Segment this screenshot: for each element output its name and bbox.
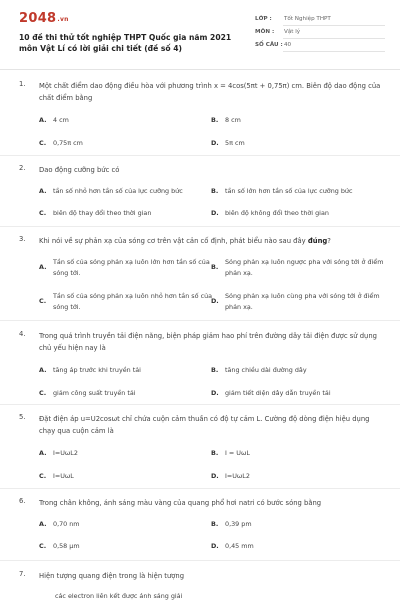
document-header: [0, 0, 400, 70]
meta-value: 40: [284, 42, 292, 48]
meta-key: LỚP :: [255, 16, 272, 22]
meta-key: SỐ CÂU :: [255, 42, 283, 48]
question-number: 5.: [19, 413, 26, 421]
question-divider: [0, 155, 400, 156]
question-text: Trong quá trình truyền tải điện năng, biện pháp giảm hao phí trên đường dây tải điện được sử dụng chủ yếu hiện nay là: [39, 332, 377, 352]
question-divider: [0, 488, 400, 489]
exam-page: 2048.vn 10 đề thi thử tốt nghiệp THPT Quốc gia năm 2021 môn Vật Lí có lời giải chi tiết (đề số 4) LỚP : Tốt Nghiệp THPT MÔN : Vật lý SỐ CÂU : 40 1. Một chất điểm dao động điều hòa với phương trình x = 4cos(5πt + 0,75π) cm. Biên độ dao động của chất điểm bằng A. 4 cm B. 8 cm C. 0,75π cm D. 5π cm 2. Dao động cưỡng bức có A. tần số nhỏ hơn tần số của lực cưỡng bức B. tần số lớn hơn tần số của lực cưỡng bức C. biên độ thay đổi theo thời gian D. biên độ không đổi theo thời gian 3. Khi nói về sự phản xạ của sóng cơ trên vật cản cố định, phát biểu nào sau đây đúng? A. Tần số của sóng phản xạ luôn lớn hơn tần số của sóng tới. B. Sóng phản xạ luôn ngược pha với sóng tới ở điểm phản xạ. C. Tần số của sóng phản xạ luôn nhỏ hơn tần số của sóng tới. D. Sóng phản xạ luôn cùng pha với sóng tới ở điểm phản xạ. 4. Trong quá trình truyền tải điện năng, biện pháp giảm hao phí trên đường dây tải điện được sử dụng chủ yếu hiện nay là A. tăng áp trước khi truyền tải B. tăng chiều dài đường dây C. giảm công suất truyền tải D. giảm tiết diện dây dẫn truyền tải 5. Đặt điện áp u=U2cosωt chỉ chứa cuộn cảm thuần có độ tự cảm L. Cường độ dòng điện hiệu dụng chạy qua cuộn cảm là A. I=UωL2 B. I = UωL C. I=UωL D. I=UωL2 6. Trong chân không, ánh sáng màu vàng của quang phổ hơi natri có bước sóng bằng A. 0,70 nm B. 0,39 pm C. 0,58 μm D. 0,45 mm 7. Hiện tượng quang điện trong là hiện tượng các electron liên kết được ánh sáng giải: [0, 0, 400, 600]
document-title: 10 đề thi thử tốt nghiệp THPT Quốc gia năm 2021 môn Vật Lí có lời giải chi tiết (đề số 4): [19, 33, 232, 53]
question-number: 1.: [19, 80, 26, 88]
question-number: 2.: [19, 164, 26, 172]
document-meta: [255, 14, 385, 53]
question-text: Trong chân không, ánh sáng màu vàng của quang phổ hơi natri có bước sóng bằng: [39, 499, 322, 507]
question-divider: [0, 404, 400, 405]
question-number: 7.: [19, 570, 26, 578]
question-text: Đặt điện áp u=U2cosωt chỉ chứa cuộn cảm thuần có độ tự cảm L. Cường độ dòng điện hiệu dụng chạy qua cuộn cảm là: [39, 415, 370, 435]
meta-key: MÔN :: [255, 29, 275, 35]
meta-value: Tốt Nghiệp THPT: [284, 16, 331, 22]
question-number: 3.: [19, 235, 26, 243]
question-divider: [0, 320, 400, 321]
question-number: 6.: [19, 497, 26, 505]
question-divider: [0, 226, 400, 227]
question-text: Hiện tượng quang điện trong là hiện tượng: [39, 572, 185, 580]
question-text: Dao động cưỡng bức có: [39, 166, 120, 174]
question-divider: [0, 560, 400, 561]
header-divider: [0, 69, 400, 70]
question-number: 4.: [19, 330, 26, 338]
emphasis-word: đúng: [307, 237, 328, 245]
meta-row-count: [255, 40, 385, 53]
question-text: Khi nói về sự phản xạ của sóng cơ trên vật cản cố định, phát biểu nào sau đây đúng?: [39, 237, 331, 245]
question-text: Một chất điểm dao động điều hòa với phương trình x = 4cos(5πt + 0,75π) cm. Biên độ dao động của chất điểm bằng: [39, 82, 381, 102]
meta-value: Vật lý: [284, 29, 301, 35]
meta-row-class: [255, 14, 385, 27]
meta-row-subject: [255, 27, 385, 40]
site-logo[interactable]: 2048.vn: [19, 11, 69, 26]
